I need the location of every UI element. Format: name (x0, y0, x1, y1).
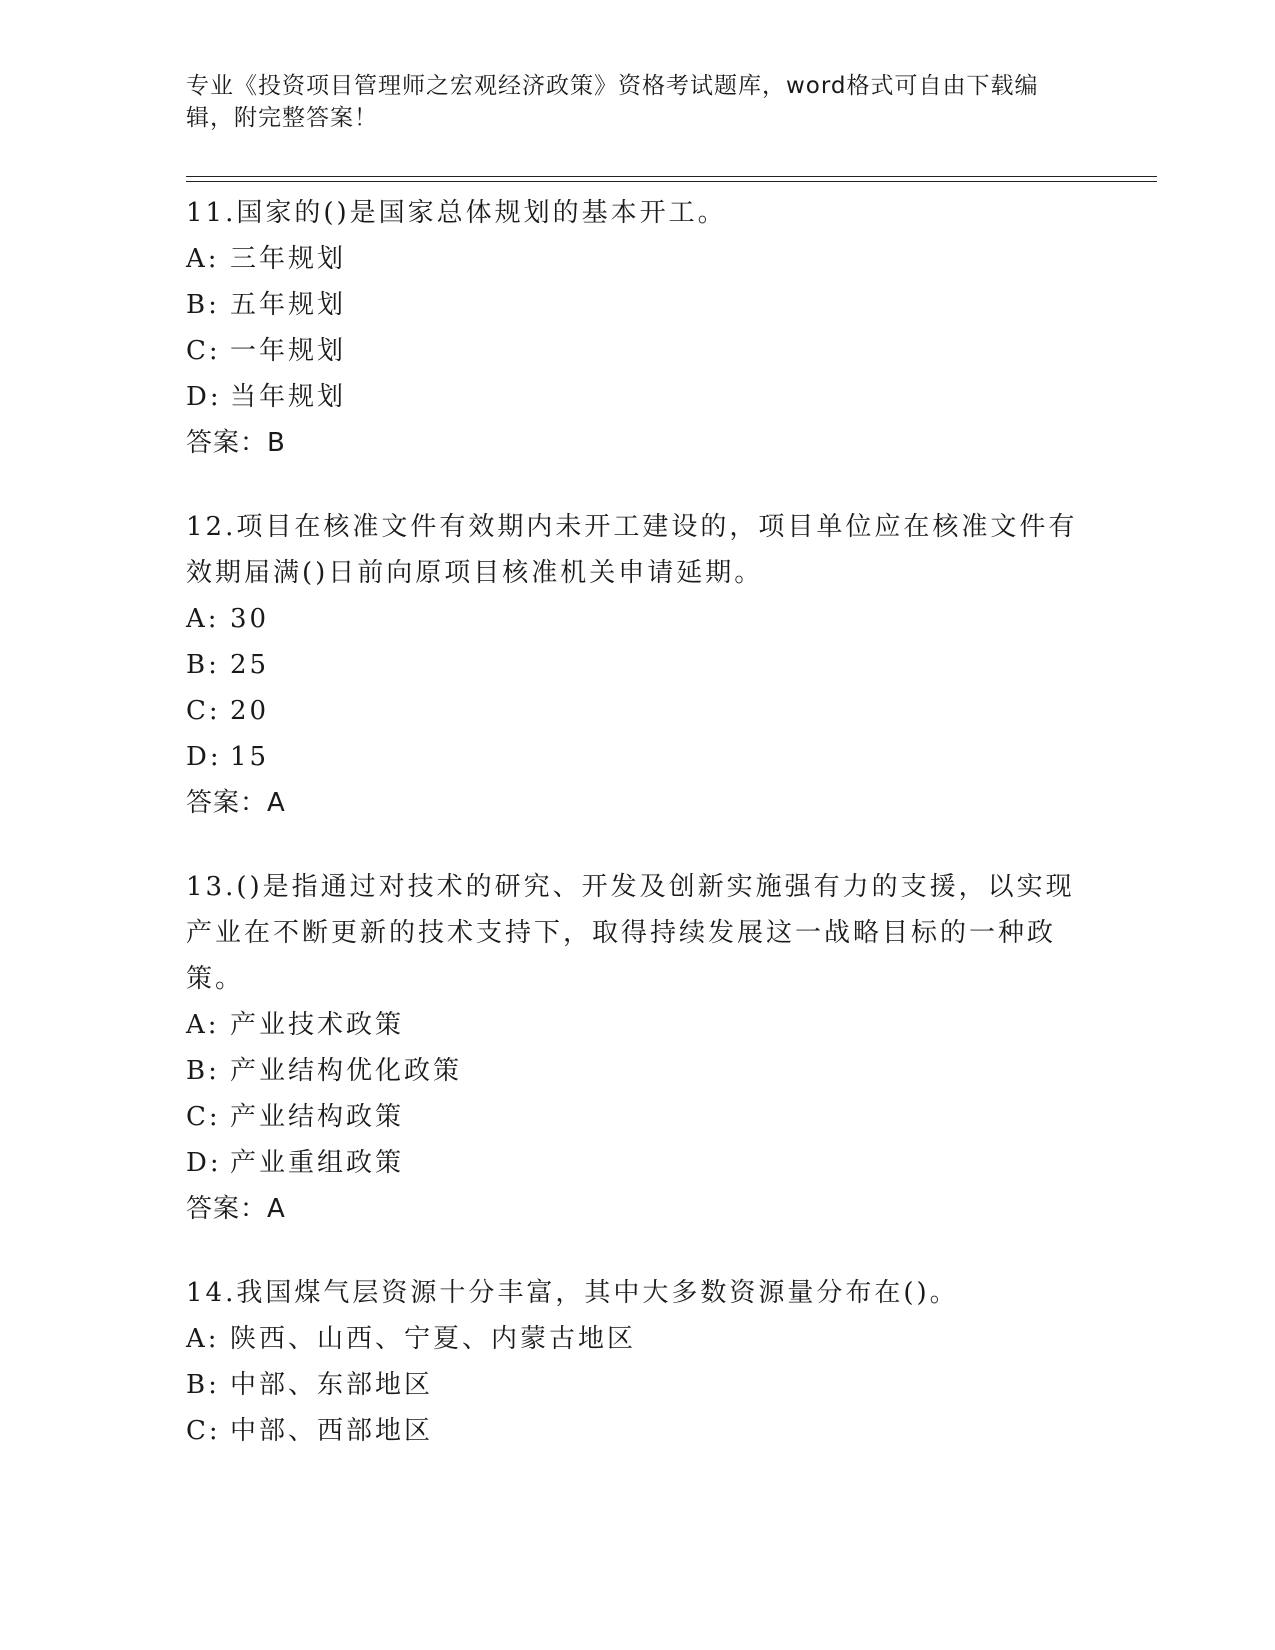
option-text: 一年规划 (230, 336, 347, 366)
option-c (186, 1094, 1086, 1140)
answer: 答案：A (186, 788, 286, 818)
question-list (186, 190, 1086, 1492)
option-text: 陕西、山西、宁夏、内蒙古地区 (230, 1324, 637, 1354)
option-letter: A: (186, 244, 220, 274)
question-text: 11.国家的()是国家总体规划的基本开工。 (186, 198, 727, 228)
option-text: 中部、东部地区 (230, 1370, 434, 1400)
answer: 答案：A (186, 1194, 286, 1224)
question-text: 12.项目在核准文件有效期内未开工建设的，项目单位应在核准文件有效期届满()日前向原项目核准机关申请延期。 (186, 512, 1078, 588)
option-letter: B: (186, 290, 220, 320)
option-text: 产业重组政策 (230, 1148, 405, 1178)
option-letter: B: (186, 1056, 220, 1086)
option-c (186, 1408, 1086, 1454)
option-letter: A: (186, 1324, 220, 1354)
question-text: 13.()是指通过对技术的研究、开发及创新实施强有力的支援，以实现产业在不断更新的技术支持下，取得持续发展这一战略目标的一种政策。 (186, 872, 1075, 994)
option-letter: A: (186, 1010, 220, 1040)
option-letter: C: (186, 1416, 221, 1446)
option-a (186, 1316, 1086, 1362)
option-b (186, 1048, 1086, 1094)
question-text: 14.我国煤气层资源十分丰富，其中大多数资源量分布在()。 (186, 1278, 959, 1308)
option-a (186, 596, 1086, 642)
option-text: 三年规划 (230, 244, 347, 274)
option-text: 产业技术政策 (230, 1010, 405, 1040)
option-text: 五年规划 (230, 290, 347, 320)
option-text: 20 (230, 696, 270, 726)
option-letter: B: (186, 650, 220, 680)
option-text: 产业结构优化政策 (230, 1056, 463, 1086)
option-a (186, 1002, 1086, 1048)
option-b (186, 642, 1086, 688)
option-d (186, 734, 1086, 780)
option-text: 产业结构政策 (230, 1102, 405, 1132)
option-d (186, 1140, 1086, 1186)
header-divider (186, 176, 1157, 182)
option-b (186, 1362, 1086, 1408)
question-12 (186, 504, 1086, 826)
option-a (186, 236, 1086, 282)
question-14 (186, 1270, 1086, 1454)
option-b (186, 282, 1086, 328)
option-letter: D: (186, 382, 222, 412)
option-c (186, 688, 1086, 734)
question-13 (186, 864, 1086, 1232)
option-letter: C: (186, 1102, 221, 1132)
question-11 (186, 190, 1086, 466)
option-c (186, 328, 1086, 374)
option-d (186, 374, 1086, 420)
option-letter: C: (186, 696, 221, 726)
option-letter: D: (186, 742, 222, 772)
option-text: 30 (230, 604, 270, 634)
option-text: 中部、西部地区 (230, 1416, 434, 1446)
option-letter: A: (186, 604, 220, 634)
answer: 答案：B (186, 428, 286, 458)
option-text: 当年规划 (230, 382, 347, 412)
option-text: 25 (230, 650, 270, 680)
option-letter: B: (186, 1370, 220, 1400)
option-letter: C: (186, 336, 221, 366)
option-text: 15 (230, 742, 270, 772)
option-letter: D: (186, 1148, 222, 1178)
document-header: 专业《投资项目管理师之宏观经济政策》资格考试题库，word格式可自由下载编辑，附完整答案！ (186, 73, 1039, 131)
